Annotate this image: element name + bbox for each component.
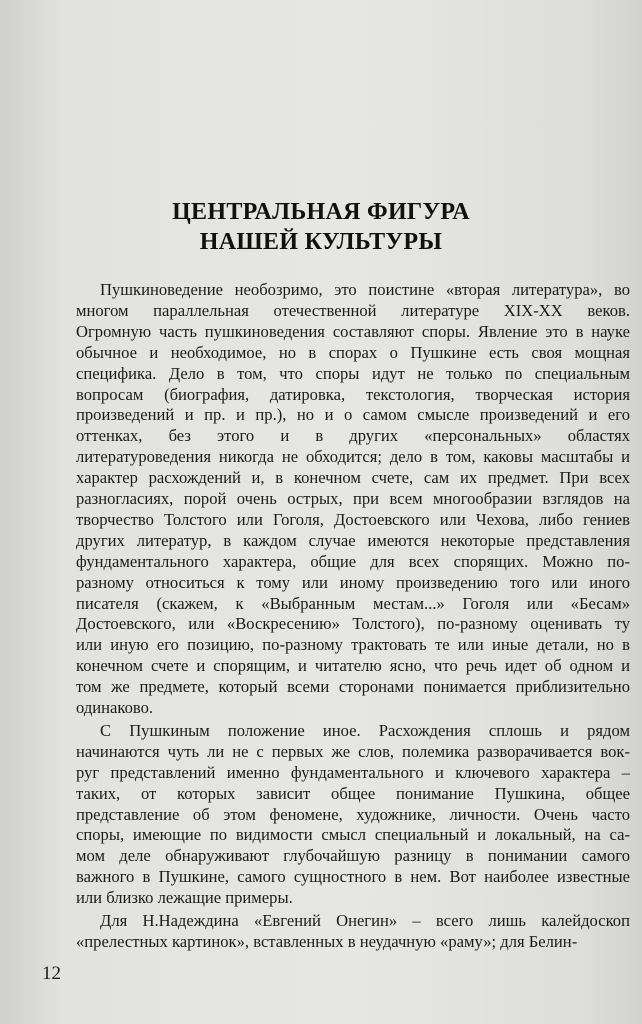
text-line: обычное и необходимое, но в спорах о Пушкине есть своя мощная xyxy=(76,342,630,362)
text-line: Для Н.Надеждина «Евгений Онегин» – всего лишь калейдоскоп xyxy=(100,911,630,930)
text-line: разногласиях, порой очень острых, при всем многообразии взглядов на xyxy=(76,489,630,508)
text-line: споры, имеющие по видимости смысл специальный и локальный, на са- xyxy=(76,825,630,845)
text-line: С Пушкиным положение иное. Расхождения сплошь и рядом xyxy=(100,720,630,740)
text-line: оттенках, без этого и в других «персональных» областях xyxy=(76,426,630,446)
text-line: произведений и пр. и пр.), но и о самом смысле произведений и его xyxy=(76,405,630,425)
text-line: мом деле обнаруживают глубочайшую разницу в понимании самого xyxy=(76,846,630,866)
text-line: фундаментального характера, общие для всех спорящих. Можно по- xyxy=(76,551,630,571)
text-line: «прелестных картинок», вставленных в неудачную «раму»; для Белин- xyxy=(76,931,578,951)
text-line: других литератур, в каждом случае имеются некоторые представления xyxy=(76,530,630,550)
text-line: писателя (скажем, к «Выбранным местам...» Гоголя или «Бесам» xyxy=(76,593,630,613)
text-line: начинаются чуть ли не с первых же слов, полемика разворачивается вок- xyxy=(76,741,630,761)
text-line: или иную его позицию, по-разному трактовать те или иные детали, но в xyxy=(76,635,630,655)
text-line: вопросам (биография, датировка, текстология, творческая история xyxy=(76,384,630,404)
text-line: творчество Толстого или Гоголя, Достоевского или Чехова, либо гениев xyxy=(76,509,630,529)
text-line: Пушкиноведение необозримо, это поистине «вторая литература», во xyxy=(100,280,630,299)
text-line: одинаково. xyxy=(76,698,154,717)
text-line: важного в Пушкине, самого сущностного в нем. Вот наиболее известные xyxy=(76,867,630,887)
text-line: таких, от которых зависит общее понимание Пушкина, общее xyxy=(76,783,630,803)
chapter-title-line-1: ЦЕНТРАЛЬНАЯ ФИГУРА xyxy=(172,199,470,225)
text-line: конечном счете и спорящим, и читателю ясно, что речь идет об одном и xyxy=(76,656,630,676)
text-line: специфика. Дело в том, что споры идут не только по специальным xyxy=(76,363,630,383)
page-number: 12 xyxy=(42,963,61,984)
text-line: или близко лежащие примеры. xyxy=(76,888,293,908)
text-line: том же предмете, который всеми сторонами понимается приблизительно xyxy=(76,677,630,697)
chapter-title-line-2: НАШЕЙ КУЛЬТУРЫ xyxy=(199,229,443,255)
text-line: разному относиться к тому или иному произведению того или иного xyxy=(76,572,630,592)
text-line: Огромную часть пушкиноведения составляют споры. Явление это в науке xyxy=(76,321,630,341)
text-line: представление об этом феномене, художнике, личности. Очень часто xyxy=(76,804,630,824)
text-line: руг представлений именно фундаментального и ключевого характера – xyxy=(76,762,630,782)
text-line: многом параллельная отечественной литературе XIX-XX веков. xyxy=(76,300,630,320)
text-line: Достоевского, или «Воскресению» Толстого), по-разному оценивать ту xyxy=(76,614,630,634)
text-line: характер расхождений и, в конечном счете, сам их предмет. При всех xyxy=(76,468,630,488)
text-line: литературоведения никогда не обходится; дело в том, каковы масштабы и xyxy=(76,447,630,467)
